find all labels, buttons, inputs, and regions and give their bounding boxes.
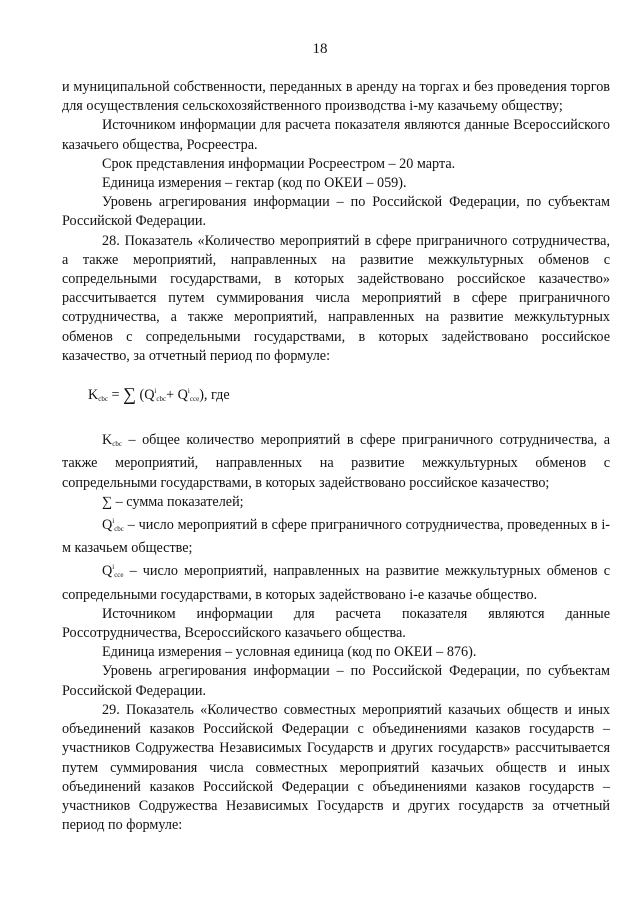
page-number: 18 <box>312 41 328 57</box>
formula-equals: = <box>107 387 124 404</box>
def-k-subscript: cbc <box>112 440 122 449</box>
formula-k-subscript: сbc <box>98 395 108 404</box>
def-q2-superscript: i <box>112 563 115 572</box>
def-q1-symbol: Q <box>102 517 113 534</box>
def-q1-subscript: cbc <box>114 525 124 534</box>
definition-q1 <box>62 512 610 558</box>
def-q2-symbol: Q <box>102 563 113 580</box>
def-k-symbol: K <box>102 432 113 449</box>
formula-sigma: ∑ <box>123 384 136 405</box>
paragraph-source: Источником информации для расчета показателя являются данные Всероссийского казачьего общества, Росреестра. <box>62 117 610 153</box>
paragraph-indicator-28: 28. Показатель «Количество мероприятий в сфере приграничного сотрудничества, а также мероприятий, направленных на развитие межкультурных обменов с сопредельными государствами, в которых задействовано российское казачество» рассчитывается путем суммирования числа мероприятий в сфере приграничного сотрудничества, а также мероприятий, направленных на развитие межкультурных обменов с сопредельными государствами, в которых задействовано российское казачество, за отчетный период по формуле: <box>62 232 610 364</box>
paragraph-unit-2: Единица измерения – условная единица (код по ОКЕИ – 876). <box>102 644 477 661</box>
formula-open: (Q <box>135 387 155 404</box>
def-q1-superscript: i <box>112 517 115 526</box>
def-q2-subscript: cce <box>114 571 124 580</box>
paragraph-aggregation: Уровень агрегирования информации – по Российской Федерации, по субъектам Российской Федерации. <box>62 194 610 230</box>
definition-sum: ∑ – сумма показателей; <box>102 493 244 510</box>
formula-q1-subscript: cbc <box>156 395 167 404</box>
formula-q2-superscript: i <box>187 387 190 396</box>
formula-k-symbol: K <box>88 387 99 404</box>
formula-q2-subscript: cce <box>189 395 200 404</box>
def-q2-text: – число мероприятий, направленных на развитие межкультурных обменов с сопредельными государствами, в которых задействовано i-е казачье общество. <box>62 563 610 603</box>
definition-k <box>62 431 610 493</box>
paragraph-source-2: Источником информации для расчета показателя являются данные Россотрудничества, Всероссийского казачьего общества. <box>62 605 610 642</box>
def-q1-text: – число мероприятий в сфере приграничного сотрудничества, проведенных в i-м казачьем обществе; <box>62 517 610 557</box>
paragraph-aggregation-2: Уровень агрегирования информации – по Российской Федерации, по субъектам Российской Федерации. <box>62 663 610 699</box>
def-k-text: – общее количество мероприятий в сфере приграничного сотрудничества, а также мероприятий, направленных на развитие межкультурных обменов с сопредельными государствами, в которых задействовано российское казачество; <box>62 432 610 491</box>
paragraph-deadline: Срок представления информации Росреестром – 20 марта. <box>102 155 456 172</box>
formula <box>88 382 610 409</box>
paragraph-indicator-29: 29. Показатель «Количество совместных мероприятий казачьих обществ и иных объединений казаков Российской Федерации с объединениями казаков государств – участников Содружества Независимых Государств и других государств» рассчитывается путем суммирования числа совместных мероприятий казачьих обществ и иных объединений казаков Российской Федерации с объединениями казаков государств – участников Содружества Независимых Государств и других государств за отчетный период по формуле: <box>62 701 610 834</box>
paragraph-unit: Единица измерения – гектар (код по ОКЕИ – 059). <box>102 175 407 192</box>
formula-q1-superscript: i <box>154 387 157 396</box>
formula-plus: + Q <box>166 387 188 404</box>
formula-close: ), где <box>199 387 230 404</box>
paragraph-continuation: и муниципальной собственности, переданных в аренду на торгах и без проведения торгов для осуществления сельскохозяйственного производства i-му казачьему обществу; <box>62 79 610 115</box>
definition-q2 <box>62 558 610 604</box>
document-body <box>62 78 610 835</box>
